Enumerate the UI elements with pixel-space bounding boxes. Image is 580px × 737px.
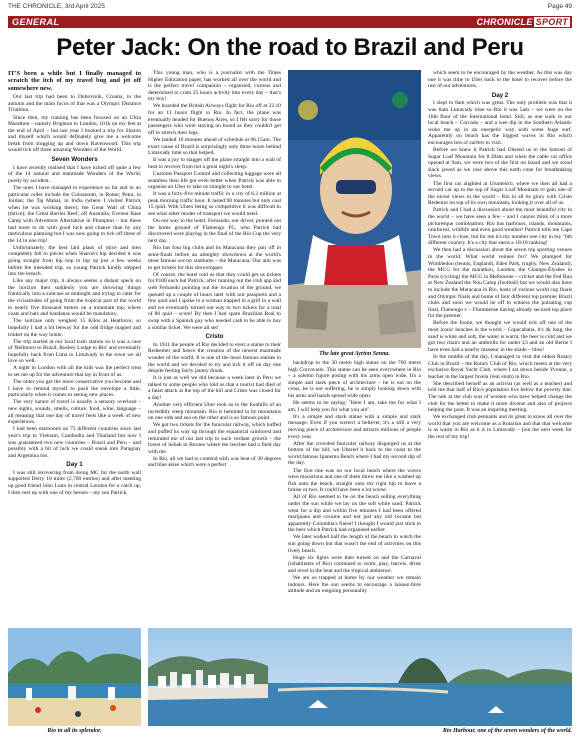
- paragraph: The very nature of travel is usually a sensory overload – new sights, sounds, smells, culture, food, wine, language – all meaning that one day of travel feels like a week of new experiences.: [8, 399, 141, 426]
- paragraph: which seem to be encouraged by the weather. As this was day one it was time to Uber back to the hotel to recover before the rest of our adventures.: [428, 70, 572, 90]
- section-brand: [392, 16, 572, 28]
- paragraph: The older you get the more conservative you become and I have to remind myself to push the envelope a little, particularly when it comes to seeing new places.: [8, 379, 141, 399]
- paragraph: Before we knew it Patrick had Ubered us to the bottom of Sugar Loaf Mountain for 8.30am and when the cable car office opened at 9am, we were two of the first on board and we stood slack jawed as we rose above this earth cone for breathtaking views.: [428, 147, 572, 180]
- paragraph: Customs Passport Control and collecting luggage were all seamless then life got even better when Patrick was able to organise an Uber to take us straight to our hotel.: [148, 170, 281, 191]
- paragraph: He seems to be saying: "Here I am, take me for what I am, I will help you for what you are".: [288, 400, 421, 413]
- paragraph: After the crowded funicular railway disgorged us at the bottom of the hill, we Ubered it back to the coast to the world famous Ipanema Beach where I had my second dip of the day.: [288, 440, 421, 467]
- article-column-1: [8, 70, 141, 624]
- paragraph: This young man, who is a journalist with the Times Higher Education paper, has worked all over the world and is the perfect travel companion – organised, curious and determined to cram 25 hours activity into every day – that's my boy!: [148, 70, 281, 103]
- paragraph: I have recently realised that I have ticked off quite a few of the 14 natural and manmade Wonders of the World, purely by accident.: [8, 164, 141, 184]
- brand-main: CHRONICLE: [476, 17, 533, 27]
- paragraph: She described herself as an activist (as well as a teacher) and told me that half of Rio's population live below the poverty line. The talk at the club was of women who have helped change the club for the better to make it more diverse and also of projects helping the poor. It was an inspiring meeting.: [428, 380, 572, 414]
- paragraph: Our last trip had been to Dubrovnik, Croatia, in the autumn and the main focus of that was a Olympic Distance Triathlon.: [8, 94, 141, 114]
- paragraph: Of course, the hotel told us that they could get us tickets for €100 each but Patrick, after running out the club app and web Fernando pointing out the location of the ground, we queued up a couple of hours later with our passports and a few quid and I spoke to a woman trapped in a grill in a wall and we eventually turned out way to two tickets for a total of 80 quid – score! By then I had spare Brazilian Real to swap with a Spanish guy who needed cash to be able to buy a similar ticket. We were all set!: [148, 271, 281, 331]
- paragraph: We exchanged club pennants and its great to know all over the world that you are welcome as a Rotarian and that that welcome is as warm in Rio as it is in Limavady – join me next week for the rest of my trip!: [428, 414, 572, 441]
- subheading-seven-wonders: Seven Wonders: [51, 156, 98, 164]
- paragraph: Since then, my training has been focused on an Ultra Marathon – namely Brighton to London, 101k on my feet at the end of April – but last year I booked a trip for Sharon and myself which would definately give me a welcome break from slogging up and down Ravenwood. This trip would tick off three amazing Wonders of the World.: [8, 114, 141, 154]
- paragraph: backdrop to the 30 metre high statue on the 700 metre high Corcovado. This statue can be seen everywhere in Rio – a solemn figure posing with his arms open wide. It's a simple and stark piece of architecture – he is not on the cross, he is not suffering, he is simply looking down with his arms and hands spread wide open.: [288, 360, 421, 399]
- paragraph: In the middle of the day, I managed to visit the oldest Rotary Club in Brazil – the Rotary Club of Rio, which meets at the very exclusive Royal Yacht Club, where I sat down beside Yvonne, a teacher in the largest favela (real slum) in Rio.: [428, 353, 572, 380]
- photo-senna-mural: [288, 70, 421, 348]
- brand-logo: [476, 16, 570, 28]
- senna-mural-image: [288, 70, 421, 348]
- paragraph: Patrick and I had a discussion about the most beautiful city in the world – we have seen a few – and I cannot think of a more picturesque combination: Rio has harbours, islands, mountains, rainforest, wildlife and even good weather! Patrick tells me Cape Town runs it close, but for me it's my number one city in my "6th different country. It's a city that earns a 10/10 ranking!: [428, 207, 572, 247]
- paragraph: The suitcase only weighed 15 Kilos at Heathrow, so hopefully I had a bit leeway for the odd fridge magnet and trinket on the way home.: [8, 318, 141, 338]
- paragraph: It's a simple and stark statue with a simple and stark message. Even if you weren't a believer, it's a still a very moving piece of architecture and attracts millions of people every year.: [288, 413, 421, 440]
- paragraph: I was still recovering from doing MC for the north wall supported Derry 10 miler (2,700 entries) and after meeting up good friend John Lunn in central London for a catch up, I then met up with one of my heroes – my son Patrick.: [8, 469, 141, 496]
- paragraph: Rio has four big clubs and its Maracana they pair off in semi-finals before an almighty showdown at the world's most famous soccer stadiums – the Maracana. Our aim was to get tickets for this showstopper.: [148, 244, 281, 271]
- paragraph: In 1931 the people of Rio decided to erect a statue to their Redeemer and hence the creation of the newest manmade wonder of the world. It is one of the most famous statues in the world and we decided to try and tick it off on day one despite feeling fairly jaunty drunk.: [148, 341, 281, 375]
- section-bar: [8, 16, 572, 28]
- subheading-day-2: Day 2: [491, 91, 509, 99]
- paragraph: It was a joy to stagger off the plane straight into a wall of heat to recover from not a great night's sleep.: [148, 157, 281, 170]
- masthead-title: THE CHRONICLE, 3rd April 2025: [8, 3, 105, 10]
- article-column-3: [288, 360, 421, 624]
- photo-caption-harbour: Rio Harbour, one of the seven wonders of the world.: [442, 728, 572, 734]
- paragraph: We landed 10 minutes ahead of schedule at 06.15am. The exact cause of Brazil is surprisingly only three hours behind Limavady time so that helped.: [148, 136, 281, 157]
- paragraph: We later walked half the length of the beach to watch the sun going down but that wasn't the end of activities on this lively beach.: [288, 534, 421, 554]
- paragraph: On our way to the hotel, Fernando, our driver, pointed out the home ground of Flamengo FC, who Patrick had discovered were playing in the final of the Rio Cup the very next day.: [148, 218, 281, 244]
- brand-sport: SPORT: [535, 17, 568, 27]
- paragraph: The ones I have managed to experience so far and in no particular order include the Colosseum, in Rome; Petra, in Jordan; the Taj Mahal, in India (where I visited Patrick when he was working there); the Great Wall of China (thrice); the Great Barrier Reef, off Australia; Everest Base Camp with Adventure Alternative in Plumpton – but these had more to do with good luck and chance than by any meticulous planning but I was now going to tick off three of the 14 in one trip!: [8, 184, 141, 244]
- article-column-2: [148, 70, 281, 624]
- paragraph: The trip started at our local train station so it was a case of 'Bellmoro to Brazil, Rusbey Lodge to Rio' and eventually hopefully back from Lima to Limavady in the town we all love so well.: [8, 338, 141, 365]
- paragraph: I had been marooned on 75 different countries since last year's trip to Vietnam, Cambodia and Thailand but now I was guaranteed two new countries – Brazil and Peru – and possibly with a bit of luck we could sneak into Paraguay and Argentina too.: [8, 426, 141, 459]
- paragraph: Before the footie, we thought we would tick off one of the most iconic beaches in the world – Copacabana, it's 4k long, the sand is white and soft, the water is warm, the beer is cold and we got two chairs and an umbrella for under £3 and an old Bertie I have even had a nearby masseur in the shade – bliss!: [428, 320, 572, 353]
- photo-caption-senna: The late great Ayrton Senna.: [319, 351, 390, 357]
- photo-rio-beach: [8, 628, 141, 726]
- paragraph: I slept to 8am which was great. The only problem was that it was 8am Limavady time so Rio it was 5am – we were on the 16th floor of the International hotel. Still, as one walk to our local beach – Corcado – and a wee dip in the Southern Atlantic woke me up in an energetic way with some huge surf. Apparently on beach has the biggest waves in Rio which encourages lots of surfers to visit.: [428, 100, 572, 146]
- photo-rio-harbour: [148, 628, 572, 726]
- rio-harbour-image: [148, 628, 572, 726]
- paragraph: It was a forty-five minute traffic in a city of 6.2 million at peak morning traffic hour. It lasted 90 minutes but only cost 15 quid. With Ubers being so competitive it was difficult to see what other modes of transport we would need.: [148, 191, 281, 217]
- paragraph: It is just as well we did because a week later in Peru we talked to some people who told us that a tourist had died of a heart attack at the top of the hill and Cristo was closed for a day!: [148, 375, 281, 401]
- paragraph: Huge six lights were then turned on and the Carnaval (inhabitants of Rio) continued to swim, play, barrow, drink and revel in the heat and the tropical ambience.: [288, 554, 421, 574]
- section-label: GENERAL: [8, 16, 392, 28]
- subheading-cristo: Cristo: [205, 333, 224, 341]
- photo-caption-rio: Rio in all its splendor.: [47, 728, 102, 734]
- paragraph: All of Rio seemed to be on the beach selling everything under the sun while we lay on the soft white sand. Patrick went for a dip and within five minutes I had been offered marijuana and cocaine and not just any old cocaine but apparently Colombia's finest! I thought I would just stick to the beer which Patrick had organised earlier.: [288, 494, 421, 534]
- paragraph: We got two tickets for the funicular railway, which huffed and puffed its way up through the equatorial rainforest and reminded me of our last trip to such verdant growth – the forest of Sebah in Borneo where the leeches had a field day with me.: [148, 422, 281, 455]
- subheading-day-1: Day 1: [66, 461, 83, 469]
- paragraph: We then had a discussion about the seven top sporting venues in the world. What world venues for? We plumped for Wimbledon (tennis, England), Eden Park, (rugby, New Zealand), the MCG for the marathon, London, the Champs-Élysées in Paris (cycling) the MCG in Melbourne – cricket and the Fed Ruu at New Zealand the Nou Camp (football) but we would also have to include the Maracana in Rio, hosts of various world cup finals and Olympic finals and home of four different top premier Brazil clubs and soon we would be off to witness the pulsating cup final, Flamengo v – Fluminense having already secured top place for the premier.: [428, 247, 572, 320]
- paragraph: A night in London with all the kids was the perfect treat to set me up for the adventure that lay in front of us.: [8, 365, 141, 379]
- paragraph: We boarded the British Airways flight for Rio off at 22.10 for an 11 hours flight to Rio. In fact, the plane was eventually headed for Buenos Aires, so I felt sorry for those passengers who were staying on board as they couldn't get off to stretch their legs.: [148, 103, 281, 136]
- page-number: Page 49: [547, 3, 572, 10]
- article-column-4: [428, 70, 572, 624]
- paragraph: The first one was on our local beach where the waves were monstrous and one of them threw me like a washed up fish onto the beach, straight onto my right hip to leave a bruise or two. It could have been a lot worse.: [288, 467, 421, 494]
- paragraph: The first car alighted at Urumeirro, where we then all had a second car up to the top of Sugar Loaf Mountain to gain one of the nicest views in the world – Rio in all its glory with Cristo Redentor on top of its own mountain, looking it over all of us.: [428, 180, 572, 207]
- paragraph: In Rio, all we had to contend with was heat of 30 degrees and blue skies which were a perfect: [148, 455, 281, 469]
- paragraph: Another very efficient Uber took us to the foothills of an incredibly steep mountain. Rio is hemmed in by mountains on one side and sea on the other and is so famous point.: [148, 402, 281, 422]
- paragraph: We are so trapped at home by our weather we remain indoors. Here the sun seems to encourage a laissez-faire attitude and an outgoing personality: [288, 575, 421, 595]
- paragraph: Unfortunately, the best laid plans of mice and men completely fell to pieces when Sharon's hip decided it was going straight from hip hop to hip op just a few weeks before the intended trip, so young Patrick kindly stepped into the breach.: [8, 244, 141, 278]
- rio-beach-image: [8, 628, 141, 726]
- lead-paragraph: IT'S been a while but I finally managed to scratch the itch of my travel bug and jet off somewhere new.: [8, 70, 141, 92]
- paragraph: Like any major trip, it always seems a distant speck on the horizon then suddenly you are throwing things frantically into a suitcase at midnight and trying to cater for the vicissitudes of going from the tropical part of the world to nearly five thousand metres on a mountain top, where coats and hats and bandanas would be mandatory.: [8, 278, 141, 318]
- masthead: [8, 3, 572, 14]
- page-title: Peter Jack: On the road to Brazil and Peru: [56, 34, 524, 61]
